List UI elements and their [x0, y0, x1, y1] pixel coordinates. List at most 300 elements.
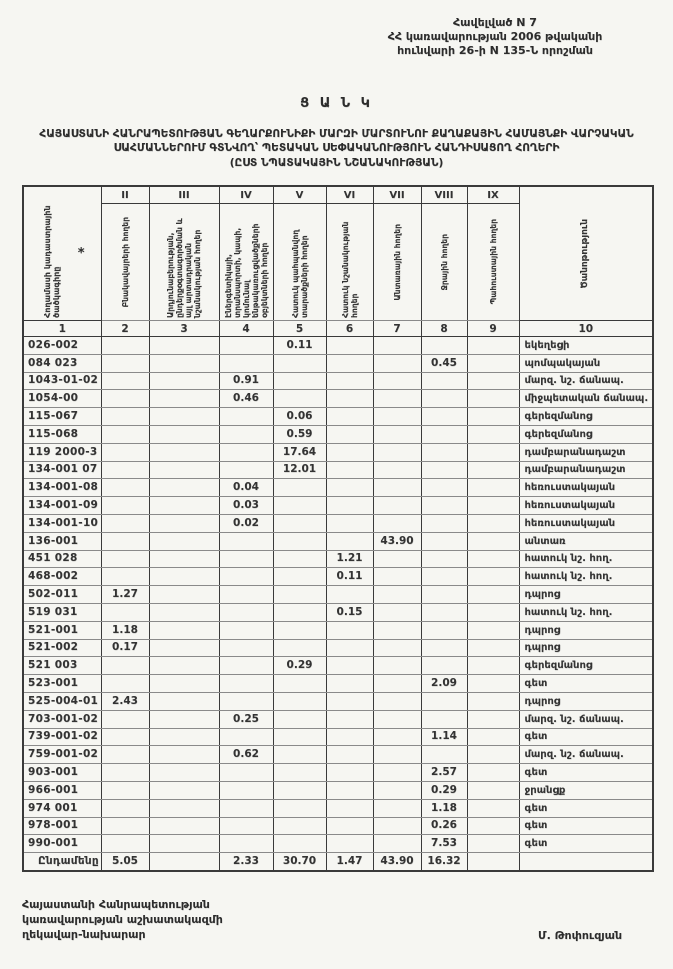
note-cell: գետ	[519, 817, 653, 835]
value-cell-settlement	[101, 408, 149, 426]
value-cell-infrastructure: 2.33	[219, 853, 273, 871]
signatory-block	[22, 897, 223, 942]
value-cell-settlement	[101, 781, 149, 799]
value-cell-infrastructure	[219, 781, 273, 799]
value-cell-forest	[373, 799, 421, 817]
table-row	[23, 675, 653, 693]
value-cell-water	[421, 390, 467, 408]
value-cell-forest	[373, 728, 421, 746]
value-cell-water	[421, 514, 467, 532]
value-cell-industrial	[149, 443, 219, 461]
value-cell-industrial	[149, 514, 219, 532]
value-cell-protected	[273, 532, 326, 550]
value-cell-forest	[373, 675, 421, 693]
value-cell-infrastructure: 0.02	[219, 514, 273, 532]
value-cell-settlement	[101, 746, 149, 764]
value-cell-industrial	[149, 408, 219, 426]
value-cell-forest	[373, 621, 421, 639]
value-cell-industrial	[149, 568, 219, 586]
column-header-forest-lands: Անտառային հողեր	[373, 204, 421, 321]
value-cell-forest	[373, 710, 421, 728]
note-cell: դպրոց	[519, 621, 653, 639]
value-cell-reserve	[467, 657, 519, 675]
value-cell-protected	[273, 479, 326, 497]
value-cell-reserve	[467, 764, 519, 782]
value-cell-water	[421, 603, 467, 621]
cadastral-code-cell: 703-001-02	[23, 710, 101, 728]
table-row	[23, 781, 653, 799]
value-cell-forest	[373, 479, 421, 497]
value-cell-protected	[273, 497, 326, 515]
value-cell-infrastructure	[219, 817, 273, 835]
cadastral-code-cell: 521 003	[23, 657, 101, 675]
value-cell-industrial	[149, 817, 219, 835]
cadastral-code-cell: 903-001	[23, 764, 101, 782]
table-row	[23, 657, 653, 675]
value-cell-water	[421, 372, 467, 390]
value-cell-water	[421, 337, 467, 355]
value-cell-infrastructure	[219, 799, 273, 817]
value-cell-infrastructure	[219, 675, 273, 693]
value-cell-water	[421, 497, 467, 515]
value-cell-industrial	[149, 603, 219, 621]
value-cell-settlement	[101, 337, 149, 355]
value-cell-industrial	[149, 621, 219, 639]
value-cell-forest	[373, 461, 421, 479]
value-cell-forest	[373, 408, 421, 426]
note-cell: գետ	[519, 799, 653, 817]
table-row	[23, 425, 653, 443]
value-cell-protected	[273, 354, 326, 372]
value-cell-industrial	[149, 799, 219, 817]
signatory-line: ղեկավար-նախարար	[22, 928, 146, 941]
land-parcels-table	[22, 185, 654, 872]
cadastral-code-cell: 978-001	[23, 817, 101, 835]
value-cell-water	[421, 443, 467, 461]
value-cell-settlement	[101, 461, 149, 479]
value-cell-industrial	[149, 586, 219, 604]
value-cell-water: 2.09	[421, 675, 467, 693]
note-cell: դամբարանադաշտ	[519, 461, 653, 479]
value-cell-forest	[373, 372, 421, 390]
document-heading: Ց Ա Ն Կ	[300, 96, 373, 111]
roman-numeral-IV: IV	[219, 186, 273, 204]
value-cell-protected	[273, 692, 326, 710]
value-cell-protected	[273, 728, 326, 746]
value-cell-industrial	[149, 390, 219, 408]
value-cell-forest	[373, 781, 421, 799]
value-cell-infrastructure: 0.91	[219, 372, 273, 390]
note-cell: հեռուստակայան	[519, 497, 653, 515]
value-cell-settlement	[101, 835, 149, 853]
value-cell-reserve	[467, 603, 519, 621]
value-cell-special	[326, 461, 373, 479]
table-row	[23, 639, 653, 657]
roman-numeral-V: V	[273, 186, 326, 204]
cadastral-code-cell: 521-001	[23, 621, 101, 639]
value-cell-reserve	[467, 799, 519, 817]
value-cell-special	[326, 692, 373, 710]
value-cell-infrastructure: 0.62	[219, 746, 273, 764]
value-cell-settlement	[101, 550, 149, 568]
value-cell-settlement	[101, 817, 149, 835]
table-row	[23, 372, 653, 390]
value-cell-infrastructure	[219, 461, 273, 479]
value-cell-forest	[373, 497, 421, 515]
value-cell-infrastructure	[219, 337, 273, 355]
value-cell-forest: 43.90	[373, 853, 421, 871]
value-cell-special	[326, 639, 373, 657]
signatory-line: կառավարության աշխատակազմի	[22, 913, 223, 926]
value-cell-industrial	[149, 764, 219, 782]
value-cell-settlement	[101, 514, 149, 532]
value-cell-infrastructure: 0.03	[219, 497, 273, 515]
cadastral-code-cell: 521-002	[23, 639, 101, 657]
value-cell-reserve	[467, 532, 519, 550]
value-cell-reserve	[467, 692, 519, 710]
note-cell: ջրանցք	[519, 781, 653, 799]
value-cell-infrastructure	[219, 568, 273, 586]
cadastral-code-cell: 134-001 07	[23, 461, 101, 479]
value-cell-protected	[273, 675, 326, 693]
value-cell-special	[326, 835, 373, 853]
cadastral-code-cell: 115-068	[23, 425, 101, 443]
value-cell-industrial	[149, 337, 219, 355]
value-cell-water	[421, 532, 467, 550]
value-cell-water	[421, 621, 467, 639]
value-cell-reserve	[467, 639, 519, 657]
value-cell-settlement	[101, 764, 149, 782]
value-cell-forest	[373, 568, 421, 586]
value-cell-infrastructure	[219, 728, 273, 746]
table-row	[23, 443, 653, 461]
value-cell-protected: 0.06	[273, 408, 326, 426]
value-cell-water: 1.18	[421, 799, 467, 817]
value-cell-reserve	[467, 746, 519, 764]
value-cell-settlement	[101, 675, 149, 693]
value-cell-settlement: 5.05	[101, 853, 149, 871]
value-cell-reserve	[467, 514, 519, 532]
value-cell-forest: 43.90	[373, 532, 421, 550]
value-cell-forest	[373, 639, 421, 657]
value-cell-special	[326, 337, 373, 355]
value-cell-special	[326, 479, 373, 497]
value-cell-reserve	[467, 568, 519, 586]
column-header-infrastructure-lands: Էներգետիկայի, տրանսպորտի, կապի, կոմունալ ենթակառուցվածքների օբյեկտների հողեր	[219, 204, 273, 321]
value-cell-settlement	[101, 710, 149, 728]
note-cell: հեռուստակայան	[519, 479, 653, 497]
appendix-reference	[330, 16, 660, 58]
value-cell-forest	[373, 603, 421, 621]
value-cell-industrial	[149, 853, 219, 871]
value-cell-settlement	[101, 372, 149, 390]
value-cell-reserve	[467, 621, 519, 639]
value-cell-settlement	[101, 603, 149, 621]
value-cell-forest	[373, 514, 421, 532]
value-cell-settlement	[101, 497, 149, 515]
value-cell-forest	[373, 692, 421, 710]
value-cell-infrastructure: 0.25	[219, 710, 273, 728]
table-row	[23, 710, 653, 728]
value-cell-industrial	[149, 639, 219, 657]
value-cell-special	[326, 390, 373, 408]
column-header-cadastral-code	[23, 186, 101, 321]
roman-numeral-III: III	[149, 186, 219, 204]
document-title: ՀԱՅԱՍՏԱՆԻ ՀԱՆՐԱՊԵՏՈՒԹՅԱՆ ԳԵՂԱՐՔՈՒՆԻՔԻ ՄԱՐԶԻ ՄԱՐՏՈՒՆՈՒ ՔԱՂԱՔԱՅԻՆ ՀԱՄԱՅՆՔԻ ՎԱՐՉԱԿԱՆ ՍԱՀՄԱՆՆԵՐՈՒՄ ԳՏՆՎՈՂ՝ ՊԵՏԱԿԱՆ ՍԵՓԱԿԱՆՈՒԹՅՈՒՆ ՀԱՆԴԻՍԱՑՈՂ ՀՈՂԵՐԻ	[39, 128, 634, 154]
value-cell-settlement	[101, 657, 149, 675]
value-cell-reserve	[467, 817, 519, 835]
value-cell-special	[326, 728, 373, 746]
column-header-settlement-lands: Բնակավայրերի հողեր	[101, 204, 149, 321]
cadastral-code-cell: 739-001-02	[23, 728, 101, 746]
value-cell-special	[326, 781, 373, 799]
value-cell-protected	[273, 621, 326, 639]
cadastral-code-cell: 523-001	[23, 675, 101, 693]
signatory-line: Հայաստանի Հանրապետության	[22, 898, 210, 911]
value-cell-protected	[273, 390, 326, 408]
value-cell-special	[326, 443, 373, 461]
value-cell-water	[421, 568, 467, 586]
note-cell: հատուկ նշ. հող.	[519, 568, 653, 586]
table-row	[23, 586, 653, 604]
table-row	[23, 746, 653, 764]
value-cell-water	[421, 408, 467, 426]
column-header-industrial-lands: Արդյունաբերության, ընդերքօգտագործման և այլ արտադրական նշանակության հողեր	[149, 204, 219, 321]
cadastral-code-cell: 026-002	[23, 337, 101, 355]
note-cell: հեռուստակայան	[519, 514, 653, 532]
value-cell-water: 16.32	[421, 853, 467, 871]
value-cell-water	[421, 692, 467, 710]
value-cell-industrial	[149, 532, 219, 550]
cadastral-code-cell: 134-001-08	[23, 479, 101, 497]
value-cell-settlement	[101, 425, 149, 443]
cadastral-code-cell: 1054-00	[23, 390, 101, 408]
note-cell: եկեղեցի	[519, 337, 653, 355]
table-row	[23, 408, 653, 426]
value-cell-industrial	[149, 710, 219, 728]
value-cell-infrastructure: 0.46	[219, 390, 273, 408]
value-cell-water	[421, 479, 467, 497]
value-cell-industrial	[149, 728, 219, 746]
value-cell-special	[326, 764, 373, 782]
value-cell-protected	[273, 764, 326, 782]
table-row	[23, 621, 653, 639]
value-cell-infrastructure	[219, 835, 273, 853]
value-cell-water	[421, 746, 467, 764]
appendix-line: հունվարի 26-ի N 135-Ն որոշման	[397, 44, 593, 57]
appendix-line: Հավելված N 7	[453, 16, 537, 29]
value-cell-special: 1.21	[326, 550, 373, 568]
roman-numeral-VII: VII	[373, 186, 421, 204]
value-cell-forest	[373, 550, 421, 568]
value-cell-water	[421, 461, 467, 479]
note-cell: գետ	[519, 675, 653, 693]
cadastral-code-cell: 759-001-02	[23, 746, 101, 764]
value-cell-forest	[373, 425, 421, 443]
value-cell-reserve	[467, 497, 519, 515]
value-cell-industrial	[149, 354, 219, 372]
value-cell-special: 1.47	[326, 853, 373, 871]
value-cell-settlement	[101, 568, 149, 586]
value-cell-settlement: 1.18	[101, 621, 149, 639]
value-cell-infrastructure	[219, 550, 273, 568]
value-cell-infrastructure	[219, 621, 273, 639]
value-cell-forest	[373, 443, 421, 461]
document-subtitle: (ԸՍՏ ՆՊԱՏԱԿԱՅԻՆ ՆՇԱՆԱԿՈՒԹՅԱՆ)	[229, 157, 444, 169]
value-cell-reserve	[467, 408, 519, 426]
value-cell-settlement	[101, 443, 149, 461]
note-cell: գերեզմանոց	[519, 657, 653, 675]
value-cell-protected	[273, 372, 326, 390]
cadastral-code-cell: 519 031	[23, 603, 101, 621]
note-cell: մարզ. նշ. ճանապ.	[519, 746, 653, 764]
value-cell-protected	[273, 603, 326, 621]
table-row	[23, 728, 653, 746]
value-cell-reserve	[467, 586, 519, 604]
value-cell-infrastructure	[219, 443, 273, 461]
value-cell-protected	[273, 568, 326, 586]
value-cell-settlement	[101, 390, 149, 408]
value-cell-settlement	[101, 479, 149, 497]
value-cell-protected: 30.70	[273, 853, 326, 871]
cadastral-code-cell: 468-002	[23, 568, 101, 586]
value-cell-reserve	[467, 835, 519, 853]
value-cell-special	[326, 497, 373, 515]
value-cell-forest	[373, 337, 421, 355]
value-cell-protected	[273, 835, 326, 853]
table-row	[23, 550, 653, 568]
value-cell-special	[326, 354, 373, 372]
table-row	[23, 817, 653, 835]
table-row	[23, 479, 653, 497]
table-row	[23, 497, 653, 515]
value-cell-settlement	[101, 728, 149, 746]
value-cell-water	[421, 710, 467, 728]
table-row	[23, 461, 653, 479]
value-cell-special: 0.15	[326, 603, 373, 621]
roman-numeral-IX: IX	[467, 186, 519, 204]
value-cell-settlement	[101, 354, 149, 372]
value-cell-reserve	[467, 461, 519, 479]
value-cell-infrastructure	[219, 764, 273, 782]
value-cell-industrial	[149, 550, 219, 568]
value-cell-settlement	[101, 532, 149, 550]
value-cell-special	[326, 621, 373, 639]
value-cell-water	[421, 639, 467, 657]
column-header-water-lands: Ջրային հողեր	[421, 204, 467, 321]
table-row	[23, 835, 653, 853]
value-cell-protected: 0.59	[273, 425, 326, 443]
column-header-special-significance-lands: Հատուկ նշանակության հողեր	[326, 204, 373, 321]
value-cell-special	[326, 586, 373, 604]
value-cell-infrastructure	[219, 532, 273, 550]
value-cell-special	[326, 710, 373, 728]
value-cell-protected: 0.29	[273, 657, 326, 675]
value-cell-protected	[273, 586, 326, 604]
table-row	[23, 764, 653, 782]
note-cell: մարզ. նշ. ճանապ.	[519, 710, 653, 728]
note-cell: դամբարանադաշտ	[519, 443, 653, 461]
table-row	[23, 853, 653, 871]
value-cell-protected: 0.11	[273, 337, 326, 355]
value-cell-reserve	[467, 781, 519, 799]
value-cell-reserve	[467, 728, 519, 746]
value-cell-infrastructure	[219, 657, 273, 675]
roman-numeral-VI: VI	[326, 186, 373, 204]
value-cell-forest	[373, 817, 421, 835]
value-cell-forest	[373, 390, 421, 408]
value-cell-forest	[373, 764, 421, 782]
note-cell: հատուկ նշ. հող.	[519, 550, 653, 568]
column-header-reserve-lands: Պահուստային հողեր	[467, 204, 519, 321]
column-header-notes	[519, 186, 653, 321]
notes-label: Ծանոթություն	[580, 218, 591, 289]
value-cell-water: 0.45	[421, 354, 467, 372]
value-cell-industrial	[149, 835, 219, 853]
roman-numeral-II: II	[101, 186, 149, 204]
value-cell-industrial	[149, 461, 219, 479]
cadastral-code-cell: 502-011	[23, 586, 101, 604]
table-row	[23, 692, 653, 710]
value-cell-infrastructure	[219, 425, 273, 443]
value-cell-water: 1.14	[421, 728, 467, 746]
value-cell-protected: 17.64	[273, 443, 326, 461]
note-cell: միջպետական ճանապ.	[519, 390, 653, 408]
cadastral-code-cell: 451 028	[23, 550, 101, 568]
value-cell-reserve	[467, 853, 519, 871]
value-cell-special	[326, 657, 373, 675]
table-row	[23, 603, 653, 621]
note-cell	[519, 853, 653, 871]
value-cell-special	[326, 746, 373, 764]
appendix-line: ՀՀ կառավարության 2006 թվականի	[387, 30, 603, 43]
cadastral-code-cell: 974 001	[23, 799, 101, 817]
value-cell-reserve	[467, 675, 519, 693]
value-cell-protected	[273, 710, 326, 728]
value-cell-infrastructure	[219, 408, 273, 426]
note-cell: դպրոց	[519, 639, 653, 657]
value-cell-protected: 12.01	[273, 461, 326, 479]
value-cell-reserve	[467, 443, 519, 461]
table-row	[23, 532, 653, 550]
cadastral-code-cell: 966-001	[23, 781, 101, 799]
note-cell: դպրոց	[519, 586, 653, 604]
note-cell: մարզ. նշ. ճանապ.	[519, 372, 653, 390]
value-cell-water	[421, 550, 467, 568]
cadastral-code-cell: 134-001-10	[23, 514, 101, 532]
value-cell-industrial	[149, 497, 219, 515]
value-cell-settlement	[101, 799, 149, 817]
value-cell-protected	[273, 746, 326, 764]
cadastral-code-cell: 136-001	[23, 532, 101, 550]
cadastral-code-cell: 119 2000-3	[23, 443, 101, 461]
cadastral-code-cell: 134-001-09	[23, 497, 101, 515]
value-cell-forest	[373, 657, 421, 675]
note-cell: անտառ	[519, 532, 653, 550]
cadastral-code-cell: 1043-01-02	[23, 372, 101, 390]
value-cell-water: 2.57	[421, 764, 467, 782]
cadastral-code-label: Հողամասի կադաստրային ծածկագիրը	[42, 204, 61, 318]
value-cell-infrastructure	[219, 692, 273, 710]
value-cell-industrial	[149, 675, 219, 693]
value-cell-special	[326, 514, 373, 532]
signature-name: Մ. Թոփուզյան	[538, 929, 623, 942]
note-cell: գետ	[519, 728, 653, 746]
value-cell-industrial	[149, 746, 219, 764]
note-cell: գերեզմանոց	[519, 408, 653, 426]
cadastral-code-cell: 990-001	[23, 835, 101, 853]
value-cell-forest	[373, 835, 421, 853]
